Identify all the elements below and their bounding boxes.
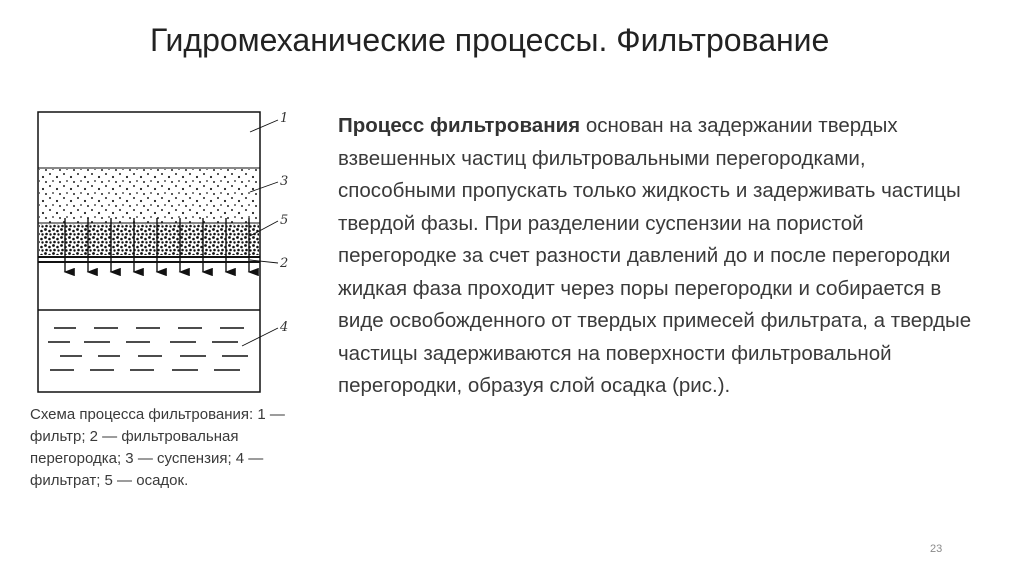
label-sediment: 5: [280, 213, 289, 228]
page-number: 23: [930, 543, 943, 555]
filtration-diagram: [20, 100, 310, 400]
label-filtrate: 4: [280, 320, 289, 335]
body-text: основан на задержании твердых взвешенных частиц фильтровальными перегородками, способными пропускать только жидкость и задерживать частицы твердой фазы. При разделении суспензии на пористой перегородке за счет разности давлений до и после перегородки жидкая фаза проходит через поры перегородки и собирается в виде освобожденного от твердых примесей фильтрата, а твердые частицы задерживаются на поверхности фильтровальной перегородки, образуя слой осадка (рис.).: [338, 114, 972, 397]
label-filter: 1: [280, 111, 289, 126]
diagram-caption: Схема процесса фильтрования: 1 — фильтр; 2 — фильтровальная перегородка; 3 — суспензия; 4 — фильтрат; 5 — осадок.: [30, 406, 285, 489]
label-partition: 2: [280, 256, 289, 271]
body-bold-lead: Процесс фильтрования: [338, 114, 581, 137]
label-suspension: 3: [280, 174, 289, 189]
body-paragraph: [338, 110, 978, 403]
filtrate-layer: [48, 328, 248, 370]
suspension-layer: [39, 169, 259, 223]
slide-title: Гидромеханические процессы. Фильтрование: [150, 22, 830, 58]
